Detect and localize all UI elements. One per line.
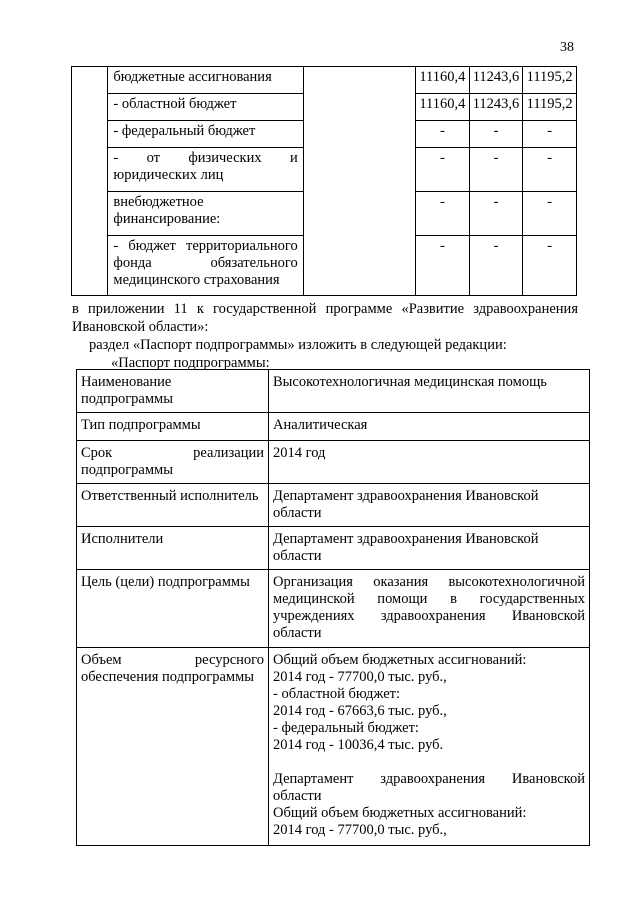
table-row [77, 370, 590, 413]
row-label: - от физических и юридических лиц [108, 148, 303, 192]
cell-value: - [416, 148, 470, 192]
passport-value: Департамент здравоохранения Ивановской области [269, 527, 590, 570]
subprogram-passport-table [76, 369, 590, 846]
passport-value: Организация оказания высокотехнологичной медицинской помощи в государственных учреждениях здравоохранения Ивановской области [269, 570, 590, 648]
passport-value: 2014 год [269, 441, 590, 484]
table-row [77, 484, 590, 527]
row-label: внебюджетное финансирование: [108, 192, 303, 236]
cell-value: - [523, 192, 577, 236]
table-row [72, 67, 577, 94]
passport-value: Общий объем бюджетных ассигнований: 2014 год - 77700,0 тыс. руб., - областной бюджет: 2014 год - 67663,6 тыс. руб., - федеральный бюджет: 2014 год - 10036,4 тыс. руб. Департамент здравоохранения Ивановской области Общий объем бюджетных ассигнований: 2014 год - 77700,0 тыс. руб., [269, 648, 590, 846]
row-label: бюджетные ассигнования [108, 67, 303, 94]
cell-value: - [523, 148, 577, 192]
cell-value: - [416, 236, 470, 296]
cell-value: - [523, 236, 577, 296]
cell-value: 11195,2 [523, 94, 577, 121]
amendment-paragraph: в приложении 11 к государственной программе «Развитие здравоохранения Ивановской области»: [72, 301, 578, 335]
cell-value: 11160,4 [416, 67, 470, 94]
passport-value: Высокотехнологичная медицинская помощь [269, 370, 590, 413]
passport-value: Аналитическая [269, 413, 590, 441]
table-row [77, 648, 590, 846]
passport-label: Срок реализации подпрограммы [77, 441, 269, 484]
funding-table [71, 66, 577, 296]
table-row [77, 527, 590, 570]
cell-value: - [416, 121, 470, 148]
cell-value: - [469, 236, 523, 296]
cell-value: - [469, 192, 523, 236]
table-row [77, 441, 590, 484]
passport-heading: «Паспорт подпрограммы: [111, 355, 270, 371]
table-row [77, 570, 590, 648]
amendment-instruction: раздел «Паспорт подпрограммы» изложить в следующей редакции: [89, 337, 507, 353]
passport-value: Департамент здравоохранения Ивановской области [269, 484, 590, 527]
cell-value: - [523, 121, 577, 148]
passport-label: Цель (цели) подпрограммы [77, 570, 269, 648]
cell-value: 11243,6 [469, 67, 523, 94]
cell-value: 11243,6 [469, 94, 523, 121]
passport-label: Исполнители [77, 527, 269, 570]
row-label: - федеральный бюджет [108, 121, 303, 148]
passport-label: Объем ресурсного обеспечения подпрограммы [77, 648, 269, 846]
page-number: 38 [560, 40, 574, 55]
cell-value: - [469, 121, 523, 148]
row-label: - областной бюджет [108, 94, 303, 121]
cell-value: 11160,4 [416, 94, 470, 121]
passport-label: Тип подпрограммы [77, 413, 269, 441]
passport-label: Наименование подпрограммы [77, 370, 269, 413]
passport-label: Ответственный исполнитель [77, 484, 269, 527]
cell-value: 11195,2 [523, 67, 577, 94]
cell-value: - [416, 192, 470, 236]
cell-value: - [469, 148, 523, 192]
row-label: - бюджет территориального фонда обязательного медицинского страхования [108, 236, 303, 296]
table-row [77, 413, 590, 441]
